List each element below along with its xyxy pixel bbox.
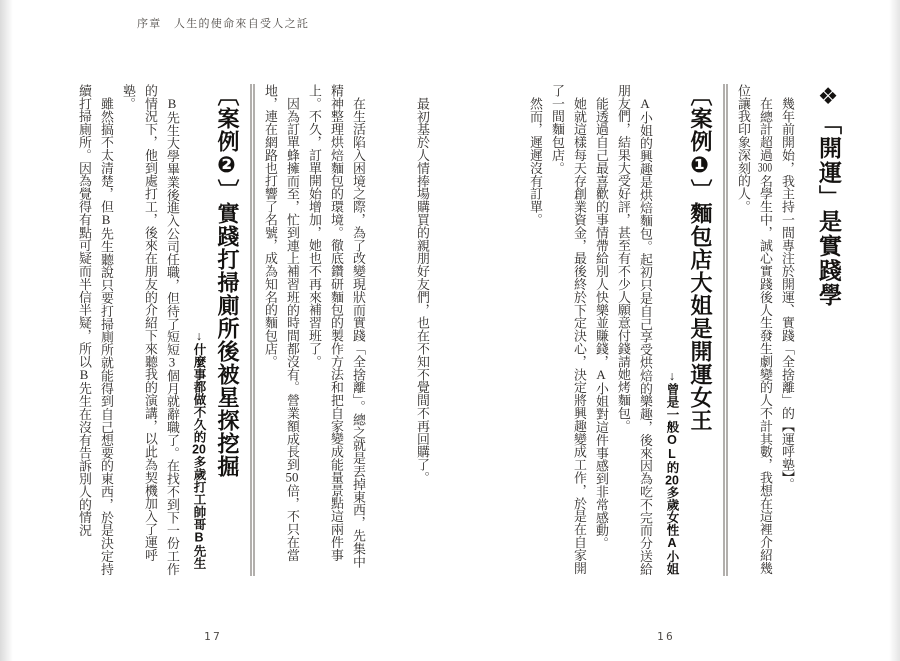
case-2-block bbox=[191, 84, 255, 576]
section-title: ❖「開運」是實踐學 bbox=[816, 84, 842, 308]
paragraph: A小姐的興趣是烘焙麵包。起初只是自己享受烘焙的樂趣，後來因為吃不完而分送給朋友們，結果大受好評，甚至有不少人願意付錢請她烤麵包。 bbox=[616, 84, 652, 576]
paragraph: 因為訂單蜂擁而至，忙到連上補習班的時間都沒有。營業額成長到50倍，不只在當地，連在網路也打響了名號，成為知名的麵包店。 bbox=[263, 84, 299, 562]
paragraph: 在總計超過300名學生中，誠心實踐後人生發生劇變的人不計其數，我想在這裡介紹幾位讓我印象深刻的人。 bbox=[736, 84, 773, 575]
case-2-heading: 〔案例❷〕實踐打掃廁所後被星探挖掘 bbox=[215, 84, 240, 478]
paragraph: 雖然搞不太清楚，但B先生聽說只要打掃廁所就能得到自己想要的東西，於是決定持續打掃廁所。因為覺得有點可疑而半信半疑，所以B先生在沒有告訴別人的情況 bbox=[77, 84, 113, 576]
case-2-subheading: ↓什麼事都做不久的20多歲打工帥哥B先生 bbox=[192, 329, 206, 570]
paragraph: 幾年前開始，我主持一間專注於開運、實踐「全捨離」的【運呼塾】。 bbox=[780, 96, 794, 491]
paragraph: 她就這樣每天存創業資金，最後終於下定決心，決定將興趣變成工作，於是在自家開了一間麵包店。 bbox=[550, 84, 586, 575]
double-rule bbox=[250, 84, 255, 576]
page-right bbox=[524, 84, 846, 576]
scan-edge-left bbox=[0, 0, 13, 661]
scan-edge-right bbox=[889, 0, 900, 661]
running-head: 序章 人生的使命來自受人之託 bbox=[137, 18, 310, 30]
paragraph: 在生活陷入困境之際，為了改變現狀而實踐「全捨離」。總之就是丟掉東西，先集中精神整理烘焙麵包的環境。徹底鑽研麵包的製作方法和把自家變成能量景點這兩件事上。不久，訂單開始增加，她也不再來補習班了。 bbox=[307, 84, 365, 568]
page-number-left: 17 bbox=[204, 630, 223, 643]
double-rule bbox=[723, 84, 728, 576]
paragraph: 能透過自己最喜歡的事情帶給別人快樂並賺錢，A小姐對這件事感到非常感動。 bbox=[594, 96, 608, 550]
case-1-block bbox=[664, 84, 728, 576]
case-1-heading: 〔案例❶〕麵包店大姐是開運女王 bbox=[688, 84, 713, 432]
paragraph: B先生大學畢業後進入公司任職，但待了短短3個月就辭職了。在找不到下一份工作的情況下，他到處打工，後來在朋友的介紹下來聽我的演講，以此為契機加入了運呼塾。 bbox=[121, 84, 179, 576]
paragraph: 最初基於人情捧場購買的親朋好友們，也在不知不覺間不再回購了。 bbox=[415, 96, 429, 484]
case-1-subheading: ↓曾是一般OL的20多歲女性A小姐 bbox=[665, 369, 679, 575]
paragraph: 然而，遲遲沒有訂單。 bbox=[528, 96, 542, 226]
page-number-right: 16 bbox=[657, 630, 676, 643]
page-left bbox=[73, 84, 433, 576]
